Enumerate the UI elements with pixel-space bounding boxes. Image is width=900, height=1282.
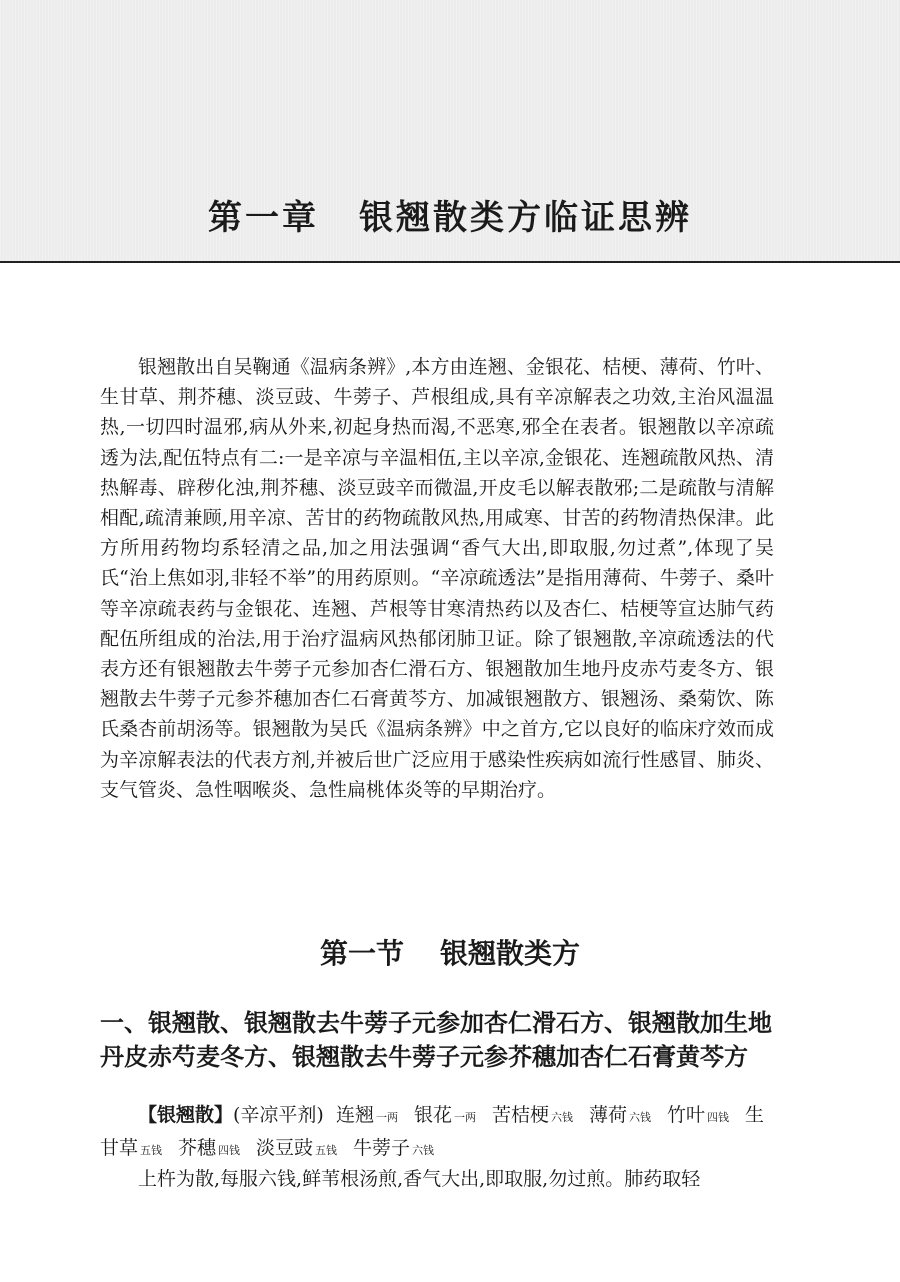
herb-name: 连翘 [335,1104,374,1126]
intro-paragraph: 银翘散出自吴鞠通《温病条辨》,本方由连翘、金银花、桔梗、薄荷、竹叶、生甘草、荆芥穗、淡豆豉、牛蒡子、芦根组成,具有辛凉解表之功效,主治风温温热,一切四时温邪,病从外来,初起身热而渴,不恶寒,邪全在表者。银翘散以辛凉疏透为法,配伍特点有二:一是辛凉与辛温相伍,主以辛凉,金银花、连翘疏散风热、清热解毒、辟秽化浊,荆芥穗、淡豆豉辛而微温,开皮毛以解表散邪;二是疏散与清解相配,疏清兼顾,用辛凉、苦甘的药物疏散风热,用咸寒、甘苦的药物清热保津。此方所用药物均系轻清之品,加之用法强调“香气大出,即取服,勿过煮”,体现了吴氏“治上焦如羽,非轻不举”的用药原则。“辛凉疏透法”是指用薄荷、牛蒡子、桑叶等辛凉疏表药与金银花、连翘、芦根等甘寒清热药以及杏仁、桔梗等宣达肺气药配伍所组成的治法,用于治疗温病风热郁闭肺卫证。除了银翘散,辛凉疏透法的代表方还有银翘散去牛蒡子元参加杏仁滑石方、银翘散加生地丹皮赤芍麦冬方、银翘散去牛蒡子元参芥穗加杏仁石膏黄芩方、加减银翘散方、银翘汤、桑菊饮、陈氏桑杏前胡汤等。银翘散为吴氏《温病条辨》中之首方,它以良好的临床疗效而成为辛凉解表法的代表方剂,并被后世广泛应用于感染性疾病如流行性感冒、肺炎、支气管炎、急性咽喉炎、急性扁桃体炎等的早期治疗。 [100,356,774,801]
herb-dose: 六钱 [629,1111,651,1124]
header-divider [0,261,900,263]
herb-name: 苦桔梗 [491,1104,549,1126]
section-name: 银翘散类方 [440,937,581,970]
herb-name: 银花 [413,1104,452,1126]
herb-name: 生甘草 [100,1104,765,1159]
herb-dose: 五钱 [140,1144,163,1157]
herb-name: 牛蒡子 [353,1137,411,1159]
herb-dose: 四钱 [707,1111,730,1124]
chapter-title [0,190,900,239]
herb-dose: 四钱 [218,1144,241,1157]
subsection-heading: 一、银翘散、银翘散去牛蒡子元参加杏仁滑石方、银翘散加生地丹皮赤芍麦冬方、银翘散去牛蒡子元参芥穗加杏仁石膏黄芩方 [100,1008,772,1071]
herb-name: 薄荷 [588,1104,627,1126]
herb-dose: 一两 [453,1111,476,1124]
formula-category: (辛凉平剂) [233,1104,324,1126]
herb-dose: 一两 [375,1111,398,1124]
herb-name: 芥穗 [178,1137,217,1159]
herb-dose: 六钱 [550,1111,573,1124]
chapter-number: 第一章 [208,198,319,238]
herb-name: 竹叶 [667,1104,706,1126]
chapter-name: 银翘散类方临证思辨 [359,198,692,238]
formula-name: 【银翘散】 [138,1104,234,1126]
formula-usage: 上杵为散,每服六钱,鲜苇根汤煎,香气大出,即取服,勿过煎。肺药取轻 [138,1168,701,1190]
herb-dose: 六钱 [412,1144,435,1157]
formula-composition [100,1100,780,1166]
section-title [0,932,900,972]
herb-dose: 五钱 [315,1144,338,1157]
section-number: 第一节 [319,937,404,970]
herb-name: 淡豆豉 [256,1137,314,1159]
